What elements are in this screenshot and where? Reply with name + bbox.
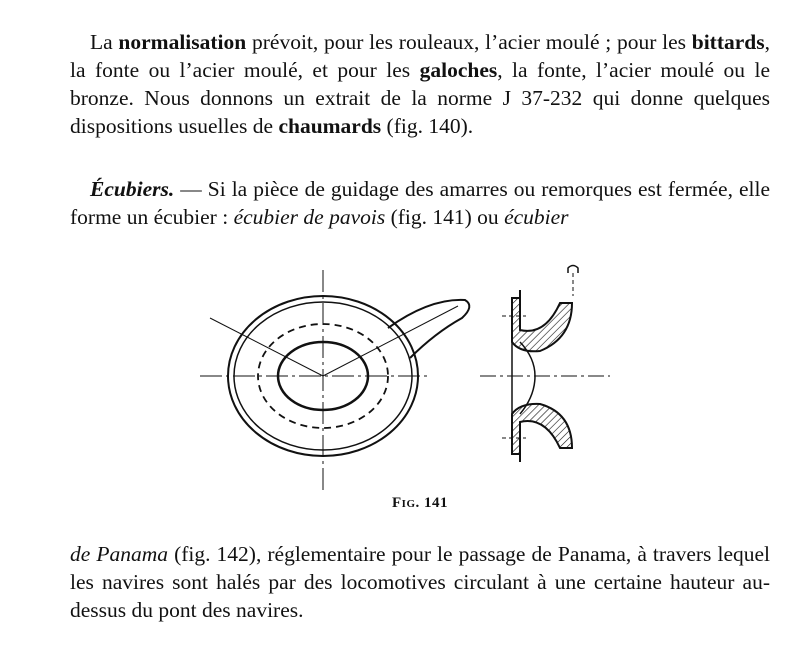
italic-term: écubier [504, 205, 569, 229]
text-run: , la fonte, l’acier moulé ou le bronze. Nous donnons un extrait de la norme J 37-232 qui donne quelques dispositions usuelles de [70, 58, 771, 138]
text-run: (fig. 142), réglementaire pour le passage de Panama, à travers lequel les navires sont halés par des locomotives circulant à une certaine hauteur au-dessus du pont des navires. [70, 542, 771, 622]
text-run: La [90, 30, 119, 54]
bold-term: chaumards [278, 114, 382, 138]
text-run: (fig. 140). [381, 114, 474, 138]
fairlead-section-view [480, 266, 610, 463]
bold-term: bittards [691, 30, 765, 54]
section-heading: Écubiers. [90, 177, 175, 201]
figure-caption: Fig. 141 [392, 495, 448, 511]
bold-term: galoches [419, 58, 498, 82]
text-run: prévoit, pour les rouleaux, l’acier moulé ; pour les [246, 30, 692, 54]
text-run: — Si la pièce de guidage des amarres ou remorques est fermée, elle forme un écubier : [70, 177, 770, 229]
paragraph-normalisation [70, 28, 770, 140]
paragraph-ecubiers [70, 175, 770, 231]
fairlead-plan-view [200, 270, 469, 490]
italic-term: de Panama [70, 542, 169, 566]
paragraph-panama [70, 540, 770, 624]
text-run: (fig. 141) ou [385, 205, 505, 229]
bold-term: normalisation [118, 30, 247, 54]
text-run: , la fonte ou l’acier moulé, et pour les [70, 30, 770, 82]
italic-term: écubier de pavois [233, 205, 386, 229]
figure-141-drawing [190, 258, 630, 498]
